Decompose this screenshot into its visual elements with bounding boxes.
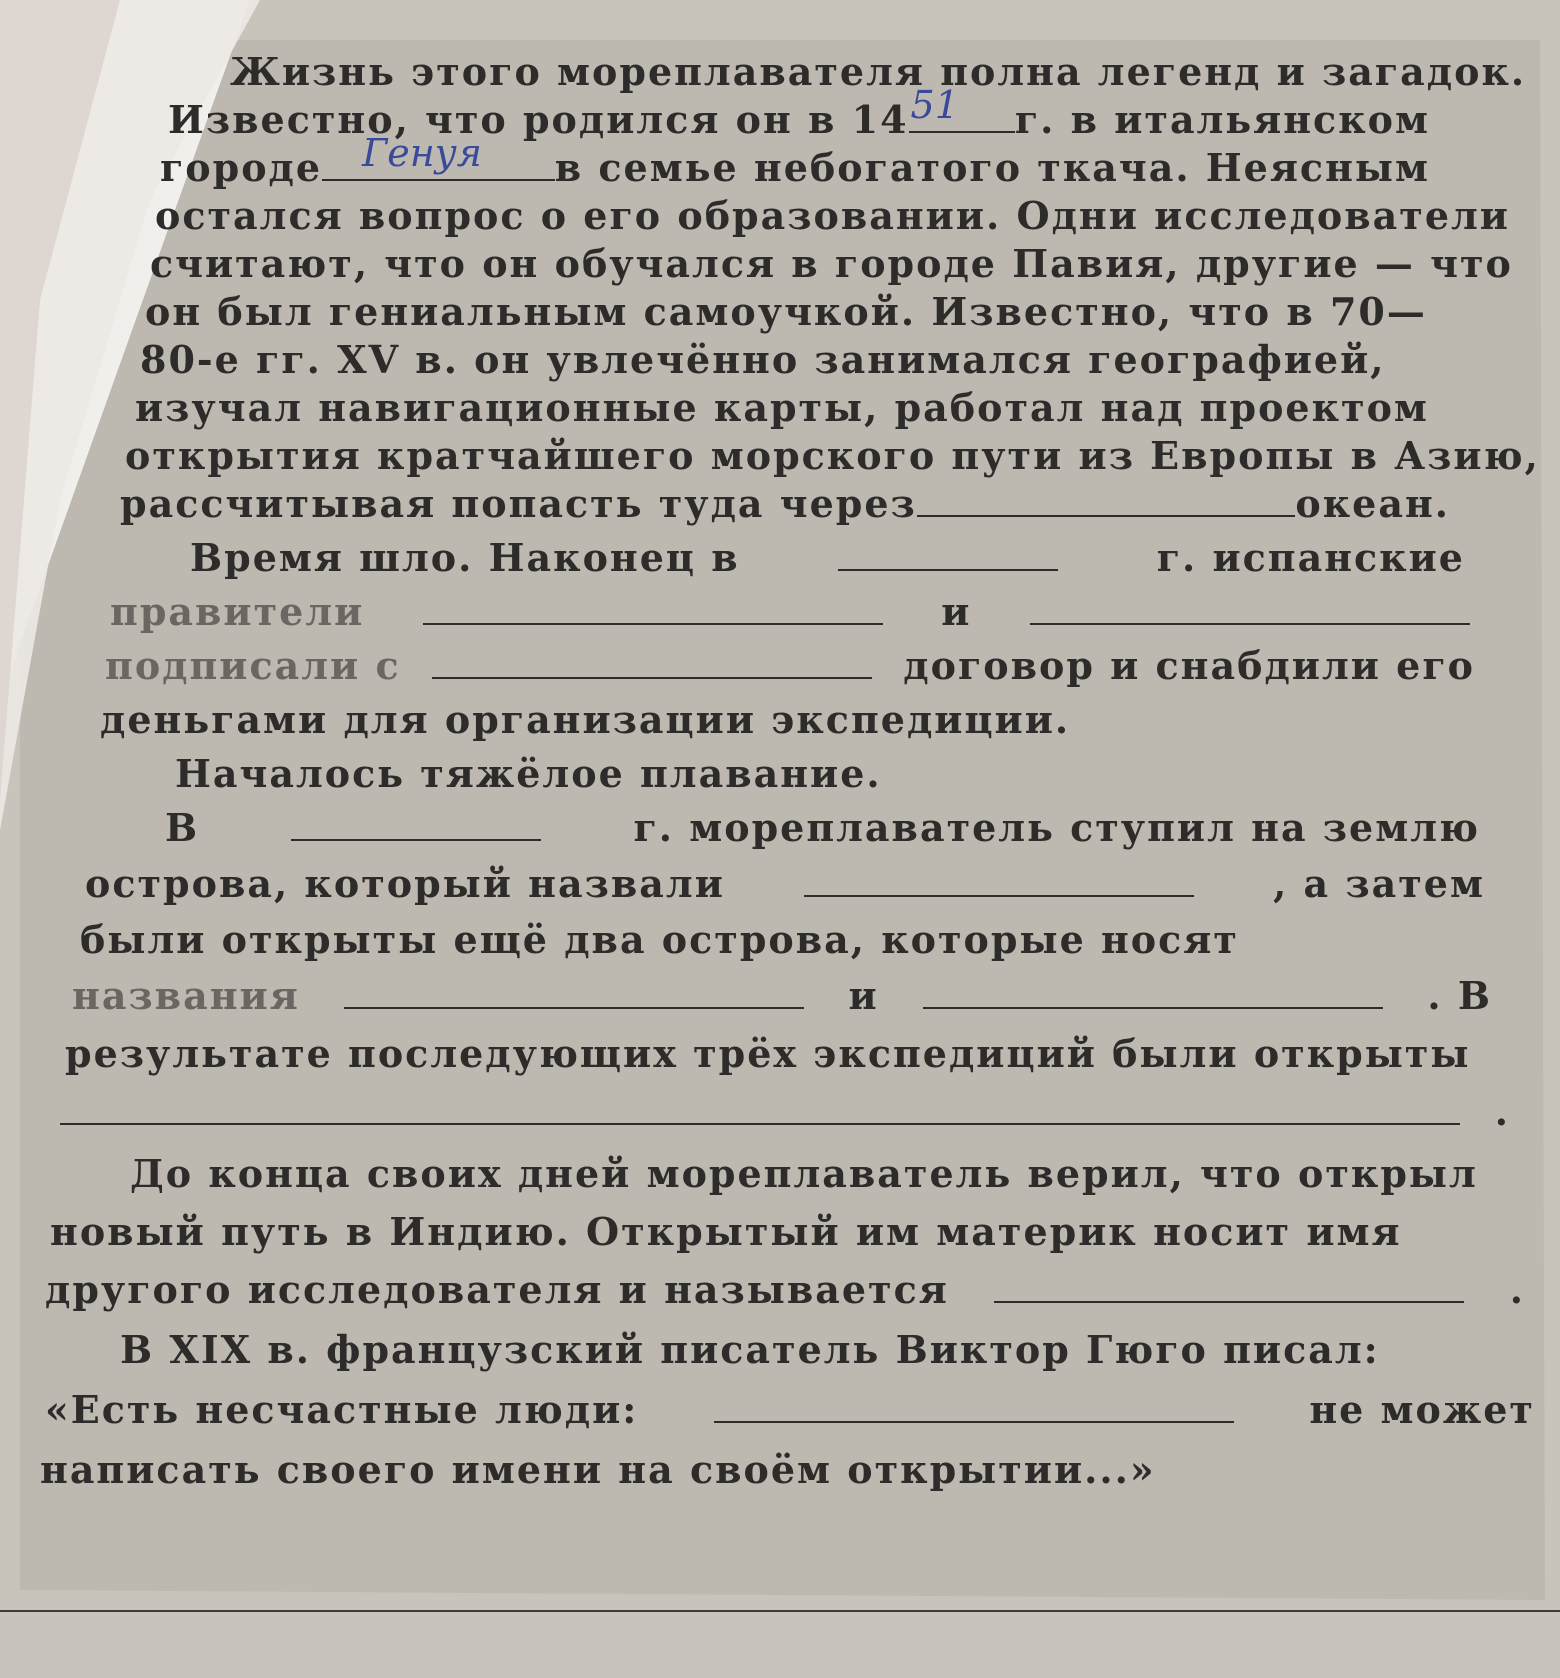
fill-in-blank[interactable] (423, 595, 883, 625)
text-line: новый путь в Индию. Открытый им материк носит имя (50, 1209, 1402, 1254)
text-line: Началось тяжёлое плавание. (175, 751, 882, 796)
text-line: изучал навигационные карты, работал над проектом (135, 385, 1429, 430)
text-line: были открыты ещё два острова, которые носят (80, 917, 1239, 962)
text-line: Известно, что родился он в 14 51 г. в итальянском (168, 83, 1430, 142)
text-line: правители и (110, 590, 1470, 634)
text-line: В г. мореплаватель ступил на землю (165, 805, 1480, 850)
text-line: написать своего имени на своём открытии...» (40, 1447, 1156, 1492)
fill-in-blank[interactable] (344, 979, 804, 1009)
text-line: «Есть несчастные люди: не может (45, 1387, 1535, 1432)
fill-in-blank[interactable] (291, 811, 541, 841)
text-line: он был гениальным самоучкой. Известно, что в 70— (145, 289, 1427, 334)
text-line: острова, который назвали , а затем (85, 861, 1485, 906)
text-line: 80-е гг. XV в. он увлечённо занимался географией, (140, 337, 1386, 382)
text-line: подписали с договор и снабдили его (105, 643, 1475, 688)
text-line: остался вопрос о его образовании. Одни исследователи (155, 193, 1510, 238)
text-line: Время шло. Наконец в г. испанские (190, 535, 1465, 580)
text-line: открытия кратчайшего морского пути из Европы в Азию, (125, 433, 1540, 478)
text-line: считают, что он обучался в городе Павия, другие — что (150, 241, 1513, 286)
fill-in-blank[interactable]: 51 (909, 103, 1015, 133)
fill-in-blank[interactable] (432, 649, 872, 679)
fill-in-blank[interactable] (804, 867, 1194, 897)
fill-in-blank[interactable] (838, 541, 1058, 571)
text-line: деньгами для организации экспедиции. (100, 697, 1071, 742)
text-line: названия и . В (72, 973, 1492, 1018)
text-line: . (60, 1090, 1510, 1134)
fill-in-blank[interactable] (714, 1393, 1234, 1423)
text-line: городе Генуя в семье небогатого ткача. Неясным (160, 131, 1430, 190)
fill-in-blank[interactable] (1030, 595, 1470, 625)
fill-in-blank[interactable]: Генуя (322, 151, 555, 181)
fill-in-blank[interactable] (60, 1095, 1460, 1125)
fill-in-blank[interactable] (923, 979, 1383, 1009)
text-line: В XIX в. французский писатель Виктор Гюго писал: (120, 1327, 1380, 1372)
fill-in-blank[interactable] (994, 1273, 1464, 1303)
text-line: результате последующих трёх экспедиций были открыты (65, 1031, 1471, 1076)
text-line: рассчитывая попасть туда через океан. (120, 481, 1450, 526)
text-line: другого исследователя и называется . (45, 1267, 1525, 1312)
text-line: Жизнь этого мореплавателя полна легенд и загадок. (230, 49, 1527, 94)
fill-in-blank[interactable] (917, 487, 1296, 517)
text-line: До конца своих дней мореплаватель верил, что открыл (130, 1151, 1478, 1196)
